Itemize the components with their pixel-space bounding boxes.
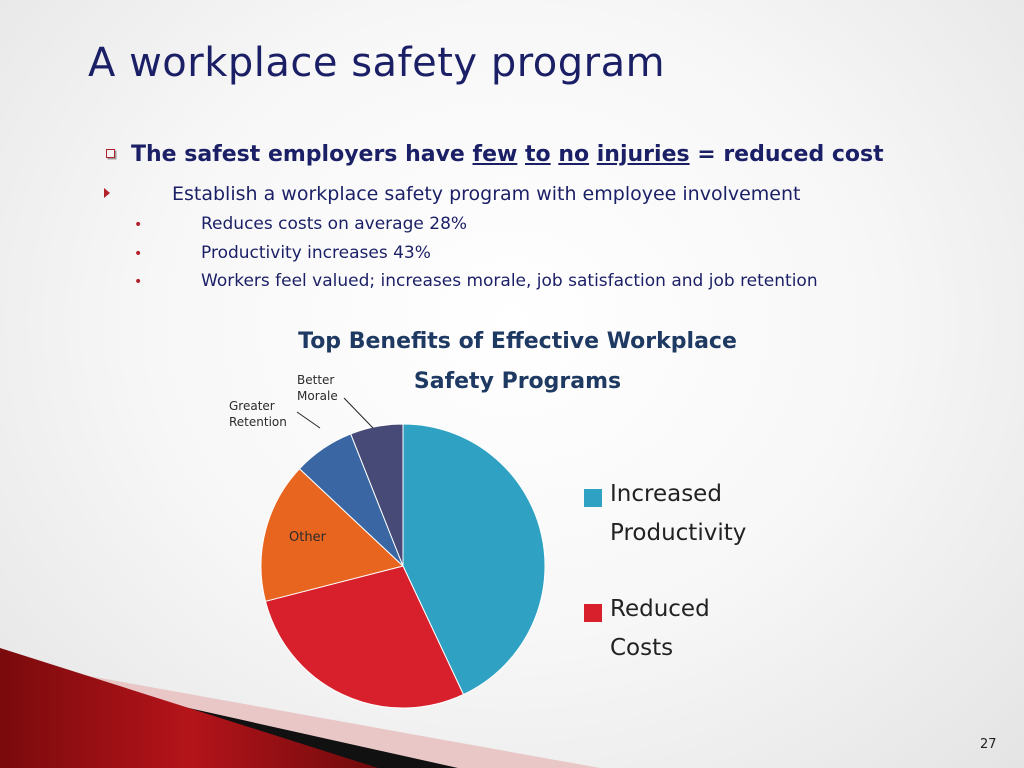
bullet-main-suffix: = reduced cost [689, 142, 884, 167]
legend-label-line2: Costs [610, 635, 674, 661]
bullet-secondary-text: Establish a workplace safety program with employee involvement [172, 183, 801, 205]
slide-title: A workplace safety program [88, 40, 666, 86]
slice-label-retention-line1: Greater [229, 399, 275, 413]
underlined-word-few: few [472, 142, 518, 167]
sub-bullet-text: Productivity increases 43% [201, 243, 431, 263]
slice-label-morale-line1: Better [297, 373, 335, 387]
sub-bullet-text: Workers feel valued; increases morale, job satisfaction and job retention [201, 271, 818, 291]
chart-title-line1: Top Benefits of Effective Workplace [298, 329, 737, 354]
dot-bullet-icon: • [134, 274, 143, 290]
slice-label-morale-line2: Morale [297, 389, 338, 403]
dot-bullet-icon: • [134, 217, 143, 233]
pie-slices [261, 424, 545, 708]
legend-swatch [584, 489, 602, 507]
underlined-word-to: to [525, 142, 551, 167]
leader-line-retention [297, 412, 320, 428]
legend-label-line1: Increased [610, 481, 722, 507]
dot-bullet-icon: • [134, 246, 143, 262]
legend-label-line2: Productivity [610, 520, 747, 546]
chart-title-line2: Safety Programs [413, 369, 622, 394]
leader-line-morale [344, 398, 373, 428]
legend-label [610, 475, 800, 553]
legend-label [610, 590, 800, 668]
underlined-word-no: no [558, 142, 590, 167]
legend-swatch [584, 604, 602, 622]
page-number: 27 [980, 737, 997, 752]
underlined-word-injuries: injuries [596, 142, 690, 167]
bullet-main-prefix: The safest employers have [131, 142, 473, 167]
sub-bullet-text: Reduces costs on average 28% [201, 214, 468, 234]
slice-label-other: Other [289, 530, 326, 545]
legend-label-line1: Reduced [610, 596, 710, 622]
slice-label-retention-line2: Retention [229, 415, 287, 429]
